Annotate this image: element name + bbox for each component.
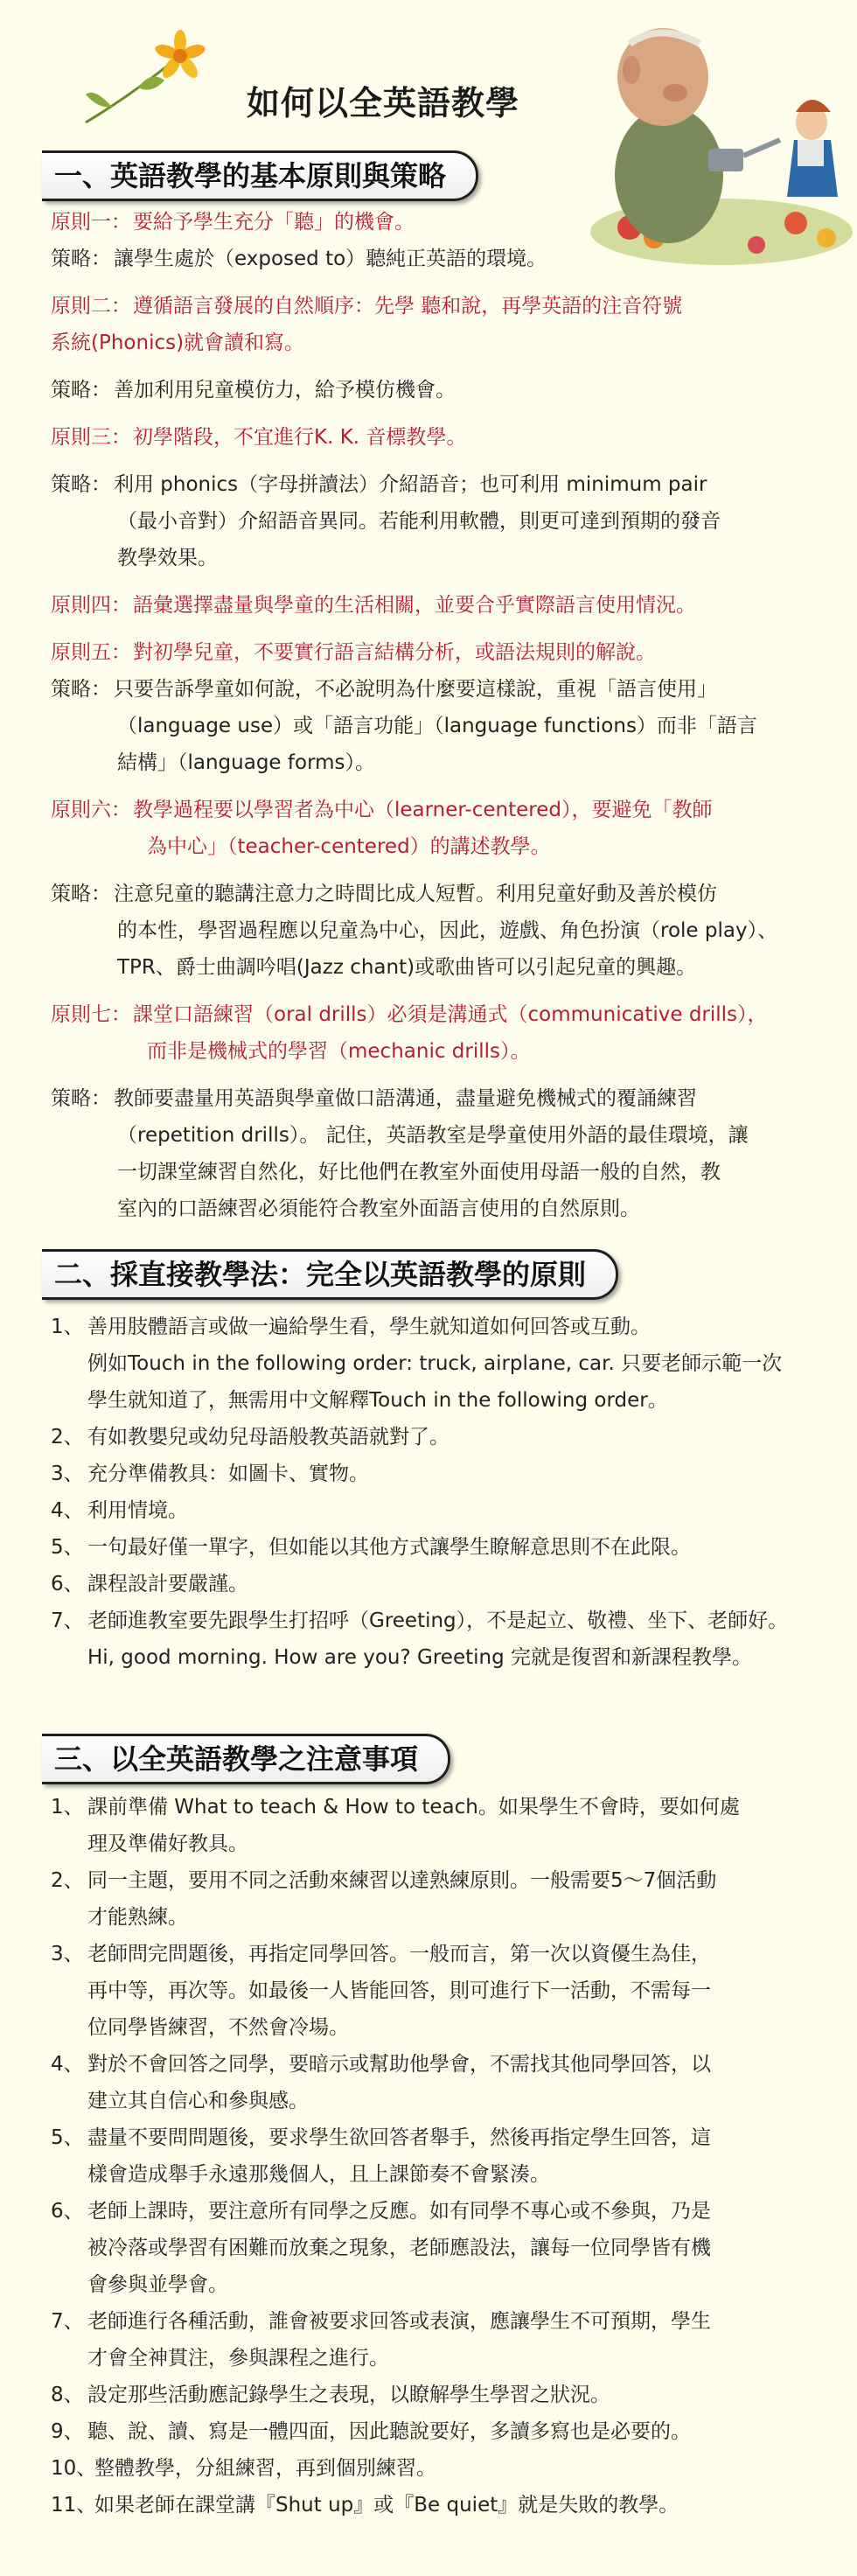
item-text: 聽、說、讀、寫是一體四面，因此聽說要好，多讀多寫也是必要的。 [87, 2420, 691, 2443]
item-number: 10、 [51, 2457, 97, 2480]
principle-text: 對初學兒童，不要實行語言結構分析，或語法規則的解說。 [133, 641, 656, 664]
strategy-text: （最小音對）介紹語音異同。若能利用軟體，則更可達到預期的發音 [117, 510, 721, 533]
item-text: 例如Touch in the following order: truck, airplane, car. 只要老師示範一次 [87, 1352, 783, 1375]
principle-label: 原則一： [51, 211, 131, 234]
principle-2 [0, 288, 857, 325]
item-number: 4、 [51, 2053, 84, 2076]
strategy-1 [0, 241, 857, 277]
item-text: 利用情境。 [87, 1499, 188, 1522]
strategy-3 [0, 466, 857, 503]
strategy-text: 讓學生處於（exposed to）聽純正英語的環境。 [114, 248, 547, 270]
list-item [0, 2303, 857, 2340]
list-item [0, 1529, 857, 1566]
strategy-5-cont [0, 744, 857, 781]
list-item-cont [0, 1382, 857, 1419]
item-number: 9、 [51, 2420, 84, 2443]
principle-label: 原則七： [51, 1003, 131, 1026]
item-number: 7、 [51, 1609, 84, 1632]
strategy-text: 教師要盡量用英語與學童做口語溝通，盡量避免機械式的覆誦練習 [114, 1087, 697, 1110]
principle-1 [0, 204, 857, 241]
item-text: 位同學皆練習，不然會冷場。 [87, 2016, 349, 2039]
list-item [0, 1419, 857, 1456]
list-item-cont [0, 2009, 857, 2046]
section3-heading: 三、以全英語教學之注意事項 [42, 1734, 450, 1784]
item-text: 對於不會回答之同學，要暗示或幫助他學會，不需找其他同學回答，以 [87, 2053, 711, 2076]
principle-label: 原則四： [51, 594, 131, 617]
item-text: 如果老師在課堂講『Shut up』或『Be quiet』就是失敗的教學。 [94, 2494, 679, 2517]
strategy-5-cont [0, 708, 857, 744]
item-text: 課前準備 What to teach & How to teach。如果學生不會時，要如何處 [87, 1796, 740, 1819]
principle-label: 原則五： [51, 641, 131, 664]
principle-text: 遵循語言發展的自然順序：先學 聽和說，再學英語的注音符號 [133, 295, 683, 318]
strategy-text: 一切課堂練習自然化，好比他們在教室外面使用母語一般的自然，教 [117, 1161, 721, 1183]
strategy-label: 策略： [51, 248, 111, 270]
list-item-cont [0, 1972, 857, 2009]
principle-text: 課堂口語練習（oral drills）必須是溝通式（communicative drills）， [133, 1003, 768, 1026]
strategy-label: 策略： [51, 473, 111, 496]
strategy-6 [0, 876, 857, 912]
item-text: 有如教嬰兒或幼兒母語般教英語就對了。 [87, 1426, 449, 1449]
list-item-cont [0, 1826, 857, 1862]
list-item-cont [0, 2230, 857, 2266]
section1-heading: 一、英語教學的基本原則與策略 [42, 150, 478, 201]
principle-label: 原則三： [51, 426, 131, 449]
item-text: 老師上課時，要注意所有同學之反應。如有同學不專心或不參與，乃是 [87, 2200, 711, 2223]
item-number: 2、 [51, 1869, 84, 1892]
strategy-text: （repetition drills）。 記住，英語教室是學童使用外語的最佳環境，讓 [117, 1124, 749, 1147]
principle-text: 為中心」（teacher-centered）的講述教學。 [147, 835, 551, 858]
list-item-cont [0, 2083, 857, 2119]
list-item [0, 1789, 857, 1826]
item-text: 建立其自信心和參與感。 [87, 2090, 309, 2112]
list-item [0, 1309, 857, 1345]
principle-text: 教學過程要以學習者為中心（learner-centered），要避免「教師 [133, 799, 713, 821]
strategy-5 [0, 671, 857, 708]
item-number: 5、 [51, 2126, 84, 2149]
principle-text: 初學階段，不宜進行K. K. 音標教學。 [133, 426, 467, 449]
principle-3 [0, 419, 857, 456]
item-text: 老師問完問題後，再指定同學回答。一般而言，第一次以資優生為佳， [87, 1943, 711, 1965]
strategy-label: 策略： [51, 1087, 111, 1110]
item-text: 樣會造成舉手永遠那幾個人，且上課節奏不會緊湊。 [87, 2163, 550, 2186]
list-item [0, 2046, 857, 2083]
strategy-7 [0, 1080, 857, 1117]
item-text: 理及準備好教具。 [87, 1833, 248, 1855]
strategy-6-cont [0, 949, 857, 986]
item-text: 被冷落或學習有困難而放棄之現象，老師應設法，讓每一位同學皆有機 [87, 2237, 711, 2259]
strategy-text: 教學效果。 [117, 547, 218, 569]
principle-2-cont [0, 325, 857, 361]
section2-heading: 二、採直接教學法：完全以英語教學的原則 [42, 1249, 618, 1300]
item-text: 充分準備教具：如圖卡、實物。 [87, 1463, 369, 1485]
principle-7 [0, 996, 857, 1033]
principle-text: 而非是機械式的學習（mechanic drills）。 [147, 1040, 531, 1063]
item-number: 11、 [51, 2494, 97, 2517]
section2-content [0, 1309, 857, 1676]
item-text: 同一主題，要用不同之活動來練習以達熟練原則。一般需要5～7個活動 [87, 1869, 717, 1892]
item-number: 6、 [51, 2200, 84, 2223]
list-item [0, 2193, 857, 2230]
strategy-7-cont [0, 1117, 857, 1154]
strategy-label: 策略： [51, 678, 111, 701]
list-item [0, 1566, 857, 1602]
strategy-7-cont [0, 1190, 857, 1227]
item-text: 盡量不要問問題後，要求學生欲回答者舉手，然後再指定學生回答，這 [87, 2126, 711, 2149]
item-number: 2、 [51, 1426, 84, 1449]
list-item-cont [0, 2156, 857, 2193]
list-item [0, 2450, 857, 2487]
list-item-cont [0, 1899, 857, 1936]
strategy-text: TPR、爵士曲調吟唱(Jazz chant)或歌曲皆可以引起兒童的興趣。 [117, 956, 697, 979]
item-text: 老師進行各種活動，誰會被要求回答或表演，應讓學生不可預期，學生 [87, 2310, 711, 2333]
principle-text: 系統(Phonics)就會讀和寫。 [51, 332, 305, 354]
strategy-6-cont [0, 912, 857, 949]
principle-label: 原則六： [51, 799, 131, 821]
item-text: 才會全神貫注，參與課程之進行。 [87, 2347, 389, 2370]
strategy-label: 策略： [51, 379, 111, 401]
principle-6-cont [0, 828, 857, 865]
strategy-3-cont [0, 503, 857, 540]
principle-7-cont [0, 1033, 857, 1070]
principle-text: 語彙選擇盡量與學童的生活相關，並要合乎實際語言使用情況。 [133, 594, 696, 617]
page-title: 如何以全英語教學 [247, 84, 520, 123]
strategy-text: （language use）或「語言功能」（language functions）而非「語言 [117, 715, 757, 737]
strategy-text: 善加利用兒童模仿力，給予模仿機會。 [114, 379, 456, 401]
list-item [0, 2413, 857, 2450]
strategy-3-cont [0, 540, 857, 576]
item-number: 3、 [51, 1463, 84, 1485]
principle-6 [0, 792, 857, 828]
item-text: Hi, good morning. How are you? Greeting 完就是復習和新課程教學。 [87, 1646, 752, 1669]
item-number: 5、 [51, 1536, 84, 1559]
principle-5 [0, 634, 857, 671]
list-item [0, 1936, 857, 1972]
item-number: 6、 [51, 1573, 84, 1595]
item-number: 4、 [51, 1499, 84, 1522]
list-item-cont [0, 1639, 857, 1676]
item-text: 課程設計要嚴謹。 [87, 1573, 248, 1595]
strategy-2 [0, 372, 857, 408]
list-item-cont [0, 2340, 857, 2377]
item-text: 再中等，再次等。如最後一人皆能回答，則可進行下一活動，不需每一 [87, 1979, 711, 2002]
list-item [0, 2487, 857, 2524]
flower-illustration [77, 26, 226, 131]
item-text: 設定那些活動應記錄學生之表現，以瞭解學生學習之狀況。 [87, 2384, 610, 2406]
principle-text: 要給予學生充分「聽」的機會。 [133, 211, 415, 234]
item-text: 才能熟練。 [87, 1906, 188, 1929]
list-item [0, 1492, 857, 1529]
list-item-cont [0, 1345, 857, 1382]
strategy-text: 只要告訴學童如何說，不必說明為什麼要這樣說，重視「語言使用」 [114, 678, 717, 701]
item-text: 會參與並學會。 [87, 2273, 228, 2296]
section3-content [0, 1789, 857, 2524]
item-text: 整體教學，分組練習，再到個別練習。 [94, 2457, 436, 2480]
item-number: 3、 [51, 1943, 84, 1965]
strategy-text: 結構」（language forms）。 [117, 751, 376, 774]
strategy-text: 的本性，學習過程應以兒童為中心，因此，遊戲、角色扮演（role play）、 [117, 919, 778, 942]
strategy-label: 策略： [51, 883, 111, 905]
list-item-cont [0, 2266, 857, 2303]
list-item [0, 1456, 857, 1492]
item-number: 7、 [51, 2310, 84, 2333]
strategy-text: 注意兒童的聽講注意力之時間比成人短暫。利用兒童好動及善於模仿 [114, 883, 717, 905]
list-item [0, 1862, 857, 1899]
list-item [0, 2119, 857, 2156]
strategy-text: 利用 phonics（字母拼讀法）介紹語音；也可利用 minimum pair [114, 473, 707, 496]
section1-content [0, 204, 857, 1227]
item-number: 1、 [51, 1316, 84, 1338]
principle-4 [0, 587, 857, 624]
item-text: 一句最好僅一單字，但如能以其他方式讓學生瞭解意思則不在此限。 [87, 1536, 691, 1559]
item-number: 1、 [51, 1796, 84, 1819]
item-number: 8、 [51, 2384, 84, 2406]
list-item [0, 2377, 857, 2413]
list-item [0, 1602, 857, 1639]
item-text: 學生就知道了，無需用中文解釋Touch in the following order。 [87, 1389, 668, 1412]
item-text: 老師進教室要先跟學生打招呼（Greeting），不是起立、敬禮、坐下、老師好。 [87, 1609, 789, 1632]
strategy-7-cont [0, 1154, 857, 1190]
principle-label: 原則二： [51, 295, 131, 318]
strategy-text: 室內的口語練習必須能符合教室外面語言使用的自然原則。 [117, 1197, 640, 1220]
item-text: 善用肢體語言或做一遍給學生看，學生就知道如何回答或互動。 [87, 1316, 651, 1338]
